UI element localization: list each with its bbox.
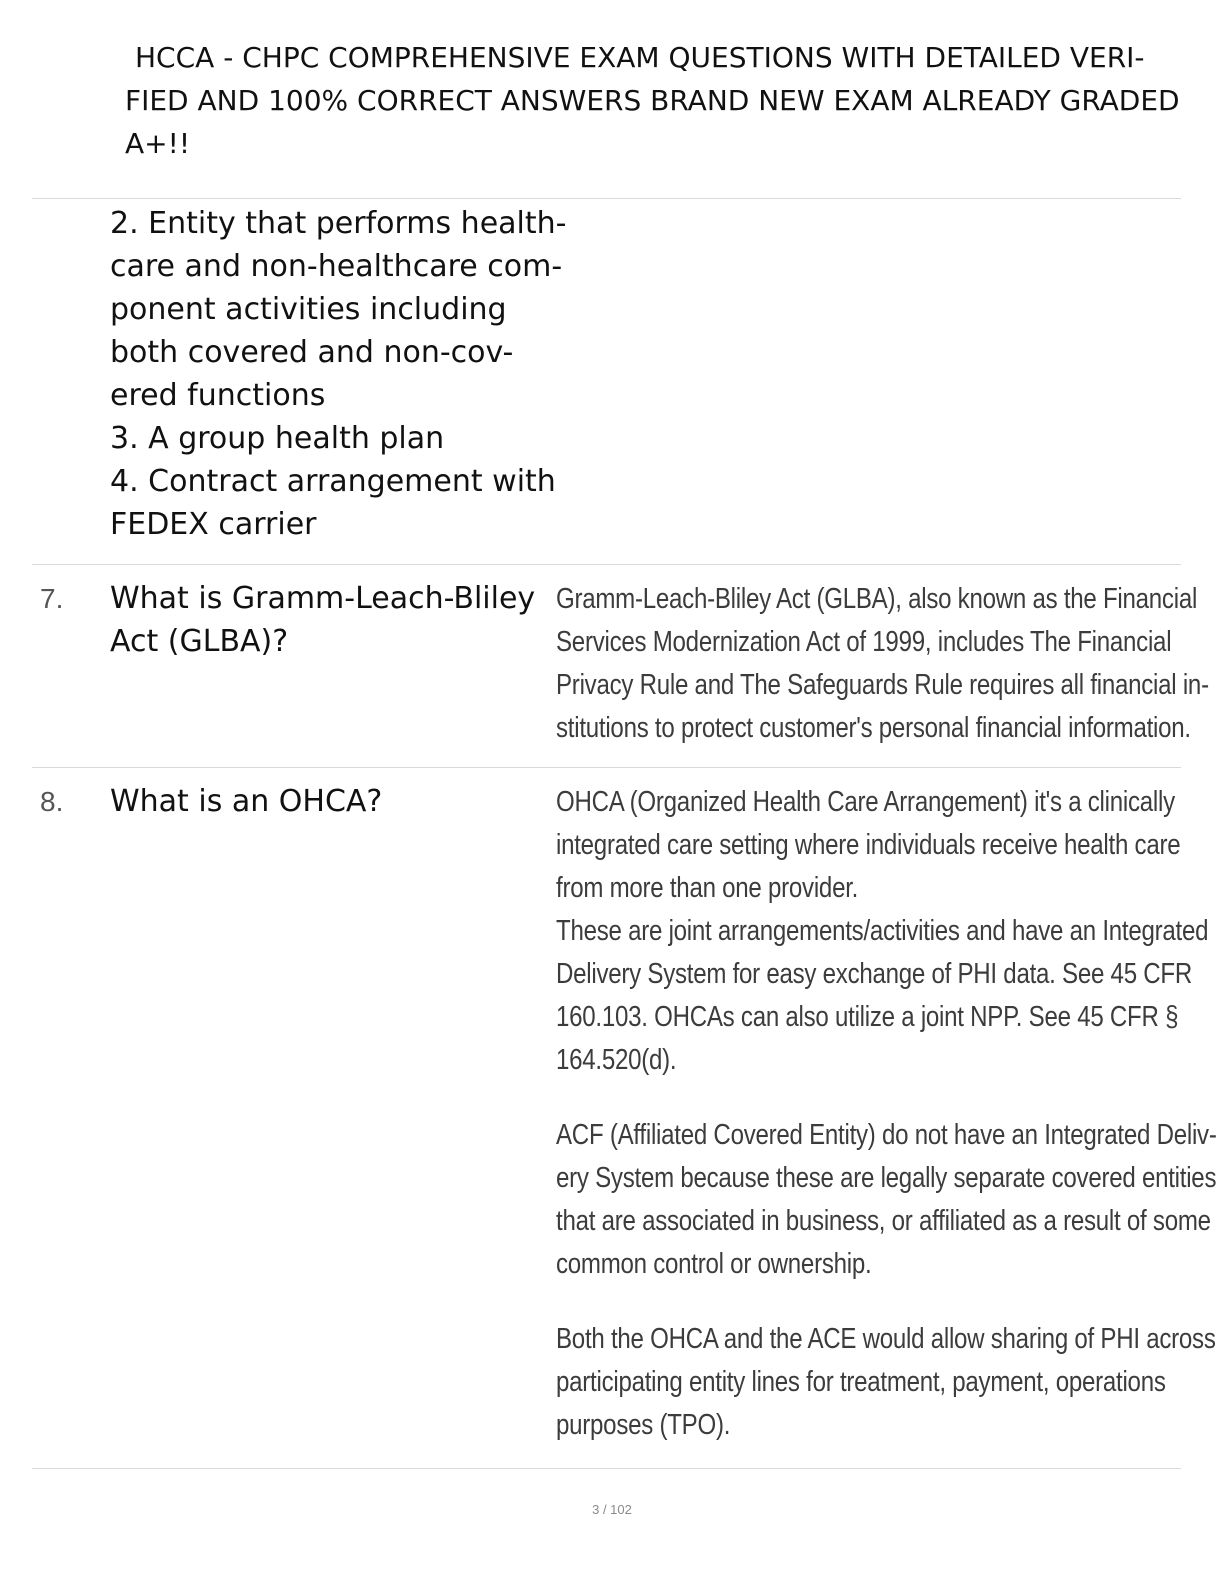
question-line: FEDEX carrier bbox=[110, 507, 317, 542]
answer-text bbox=[556, 781, 1217, 1447]
question-text bbox=[110, 780, 550, 823]
document-title bbox=[125, 36, 1224, 165]
row-divider bbox=[32, 198, 1181, 199]
answer-line: ACF (Affiliated Covered Entity) do not have an Integrated Deliv- bbox=[556, 1119, 1217, 1151]
answer-line: ery System because these are legally separate covered entities bbox=[556, 1162, 1217, 1194]
row-divider bbox=[32, 564, 1181, 565]
answer-line: participating entity lines for treatment, payment, operations bbox=[556, 1366, 1166, 1398]
title-line: A+!! bbox=[125, 127, 191, 160]
continued-question bbox=[110, 202, 570, 546]
question-line: 4. Contract arrangement with bbox=[110, 464, 556, 499]
answer-line: Delivery System for easy exchange of PHI data. See 45 CFR bbox=[556, 958, 1193, 990]
question-line: ered functions bbox=[110, 378, 326, 413]
title-line: HCCA - CHPC COMPREHENSIVE EXAM QUESTIONS WITH DETAILED VERI- bbox=[135, 41, 1145, 74]
answer-line: These are joint arrangements/activities and have an Integrated bbox=[556, 915, 1209, 947]
answer-line: 160.103. OHCAs can also utilize a joint NPP. See 45 CFR § bbox=[556, 1001, 1179, 1033]
answer-line: integrated care setting where individuals receive health care bbox=[556, 829, 1181, 861]
question-line: ponent activities including bbox=[110, 292, 507, 327]
question-line: 3. A group health plan bbox=[110, 421, 445, 456]
answer-line: stitutions to protect customer's personal financial information. bbox=[556, 712, 1191, 744]
row-divider bbox=[32, 1468, 1181, 1469]
row-divider bbox=[32, 767, 1181, 768]
paragraph-gap bbox=[556, 1286, 1087, 1318]
answer-line: Gramm-Leach-Bliley Act (GLBA), also known as the Financial bbox=[556, 583, 1198, 615]
question-line: 2. Entity that performs health- bbox=[110, 206, 567, 241]
answer-text bbox=[556, 578, 1209, 750]
paragraph-gap bbox=[556, 1082, 1087, 1114]
question-number: 8. bbox=[40, 786, 64, 817]
answer-line: Privacy Rule and The Safeguards Rule requires all financial in- bbox=[556, 669, 1209, 701]
question-line: What is an OHCA? bbox=[110, 784, 383, 819]
answer-line: purposes (TPO). bbox=[556, 1409, 731, 1441]
question-line: both covered and non-cov- bbox=[110, 335, 514, 370]
question-line: care and non-healthcare com- bbox=[110, 249, 563, 284]
title-line: FIED AND 100% CORRECT ANSWERS BRAND NEW EXAM ALREADY GRADED bbox=[125, 84, 1180, 117]
answer-line: from more than one provider. bbox=[556, 872, 859, 904]
page-indicator: 3 / 102 bbox=[592, 1502, 632, 1517]
answer-line: Services Modernization Act of 1999, includes The Financial bbox=[556, 626, 1172, 658]
answer-line: Both the OHCA and the ACE would allow sharing of PHI across bbox=[556, 1323, 1216, 1355]
answer-line: that are associated in business, or affiliated as a result of some bbox=[556, 1205, 1211, 1237]
question-line: What is Gramm-Leach-Bliley bbox=[110, 581, 536, 616]
question-text bbox=[110, 577, 550, 663]
question-number: 7. bbox=[40, 583, 64, 614]
answer-line: common control or ownership. bbox=[556, 1248, 872, 1280]
answer-line: OHCA (Organized Health Care Arrangement) it's a clinically bbox=[556, 786, 1175, 818]
answer-line: 164.520(d). bbox=[556, 1044, 677, 1076]
question-line: Act (GLBA)? bbox=[110, 624, 289, 659]
